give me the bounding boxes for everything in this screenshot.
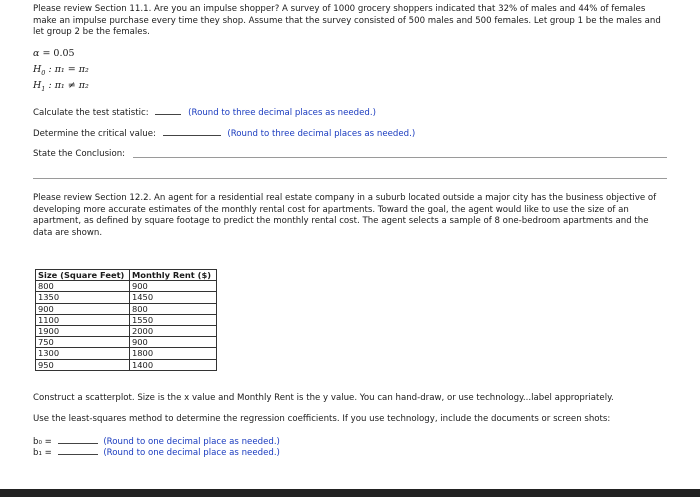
b1-answer-blank[interactable]	[58, 446, 98, 455]
b0-label: b₀ =	[33, 437, 52, 447]
table-row	[36, 292, 217, 303]
h1-letter: H	[33, 80, 42, 91]
test-statistic-answer-blank[interactable]	[155, 106, 181, 115]
size-cell: 1350	[36, 292, 130, 303]
least-squares-instruction: Use the least-squares method to determine the regression coefficients. If you use technology, include the documents or screen shots:	[33, 414, 611, 424]
rent-cell: 1450	[130, 292, 217, 303]
conclusion-answer-line[interactable]	[133, 157, 667, 158]
critical-value-answer-blank[interactable]	[163, 127, 221, 136]
table-row	[36, 303, 217, 314]
rent-cell: 1800	[130, 348, 217, 359]
b0-hint: (Round to one decimal place as needed.)	[103, 437, 280, 447]
null-hypothesis	[33, 64, 89, 77]
h0-subscript: 0	[41, 68, 46, 77]
section-11-1-intro: Please review Section 11.1. Are you an impulse shopper? A survey of 1000 grocery shoppers indicated that 32% of males and 44% of females make an impulse purchase every time they shop. Assume that the survey consisted of 500 males and 500 females. Let group 1 be the males and let group 2 be the females.	[33, 4, 661, 38]
size-column-header: Size (Square Feet)	[36, 270, 130, 281]
table-row	[36, 359, 217, 370]
conclusion-label: State the Conclusion:	[33, 149, 126, 159]
bottom-edge-bar	[0, 489, 700, 497]
table-row	[36, 326, 217, 337]
test-statistic-hint: (Round to three decimal places as needed.)	[188, 108, 376, 118]
test-statistic-row	[33, 106, 376, 118]
table-row	[36, 281, 217, 292]
size-cell: 1900	[36, 326, 130, 337]
alternative-hypothesis	[33, 80, 89, 93]
size-cell: 950	[36, 359, 130, 370]
critical-value-row	[33, 127, 415, 139]
rent-cell: 1550	[130, 314, 217, 325]
alpha-line	[33, 48, 75, 59]
test-statistic-label: Calculate the test statistic:	[33, 108, 149, 118]
section-divider	[33, 178, 667, 179]
h1-relation: : π₁ ≠ π₂	[48, 80, 89, 91]
rent-column-header: Monthly Rent ($)	[130, 270, 217, 281]
table-row	[36, 337, 217, 348]
table-header-row	[36, 270, 217, 281]
size-cell: 900	[36, 303, 130, 314]
rent-cell: 2000	[130, 326, 217, 337]
b1-hint: (Round to one decimal place as needed.)	[103, 448, 280, 458]
size-cell: 750	[36, 337, 130, 348]
critical-value-hint: (Round to three decimal places as needed.)	[227, 129, 416, 139]
h0-letter: H	[33, 64, 42, 75]
scatterplot-instruction: Construct a scatterplot. Size is the x value and Monthly Rent is the y value. You can hand-draw, or use technology...label appropriately.	[33, 393, 614, 403]
section-12-2-intro: Please review Section 12.2. An agent for a residential real estate company in a suburb located outside a major city has the business objective of developing more accurate estimates of the monthly rental cost for apartments. Toward the goal, the agent would like to use the size of an apartment, as defined by square footage to predict the monthly rental cost. The agent selects a sample of 8 one-bedroom apartments and the data are shown.	[33, 193, 657, 238]
apartment-data-table	[35, 269, 217, 371]
rent-cell: 1400	[130, 359, 217, 370]
b1-label: b₁ =	[33, 448, 52, 458]
rent-cell: 900	[130, 281, 217, 292]
rent-cell: 900	[130, 337, 217, 348]
alpha-value: = 0.05	[42, 48, 75, 59]
b0-answer-blank[interactable]	[58, 435, 98, 444]
critical-value-label: Determine the critical value:	[33, 129, 156, 139]
alpha-symbol: α	[33, 48, 40, 59]
size-cell: 1300	[36, 348, 130, 359]
table-row	[36, 348, 217, 359]
h0-relation: : π₁ = π₂	[48, 64, 89, 75]
size-cell: 800	[36, 281, 130, 292]
b1-row	[33, 446, 280, 458]
size-cell: 1100	[36, 314, 130, 325]
h1-subscript: 1	[41, 84, 46, 93]
table-row	[36, 314, 217, 325]
rent-cell: 800	[130, 303, 217, 314]
